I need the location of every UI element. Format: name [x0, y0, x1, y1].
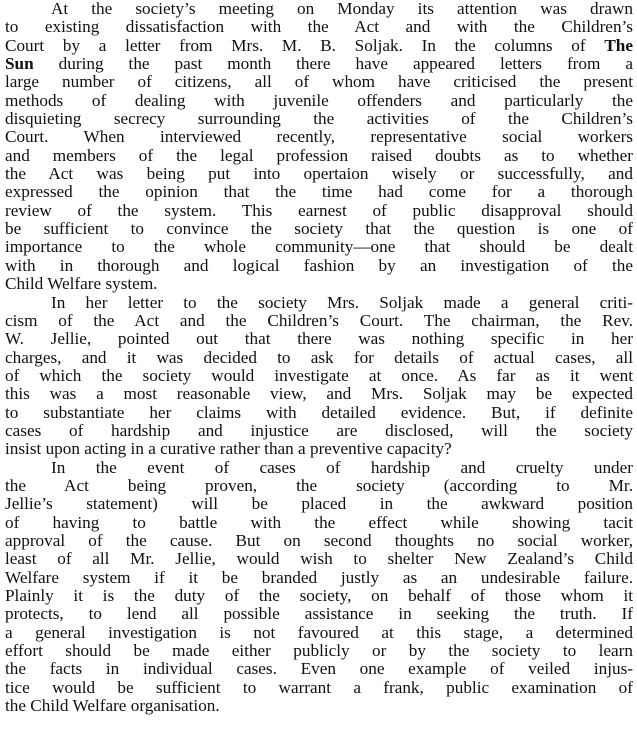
text-line: In the event of cases of hardship and cruelty under [51, 457, 633, 477]
text-line: approval of the cause. But on second thoughts no social worker, [5, 530, 633, 550]
text-line: Jellie’s statement) will be placed in the awkward position [5, 494, 633, 514]
text-line: Welfare system if it be branded justly as an undesirable failure. [5, 567, 633, 587]
text-line: be sufficient to convince the society that the question is one of [5, 219, 633, 239]
text-line: the Act was being put into opertaion wisely or successfully, and [5, 164, 633, 184]
text-line: Plainly it is the duty of the society, on behalf of those whom it [5, 586, 633, 605]
paragraph-3 [5, 459, 633, 716]
text-line: protects, to lend all possible assistance in seeking the truth. If [5, 604, 633, 624]
newspaper-name: Sun [5, 54, 34, 74]
text-line: with in thorough and logical fashion by an investigation of the [5, 255, 633, 275]
text-line: Court by a letter from Mrs. M. B. Soljak. In the columns of The [5, 35, 633, 55]
text-line: cism of the Act and the Children’s Court. The chairman, the Rev. [5, 310, 633, 330]
text-line: At the society’s meeting on Monday its attention was drawn [51, 0, 633, 18]
text-line: review of the system. This earnest of public disapproval should [5, 200, 633, 220]
text-line: disquieting secrecy surrounding the activities of the Children’s [5, 109, 633, 129]
text-line: insist upon acting in a curative rather than a preventive capacity? [5, 439, 452, 459]
newspaper-name: The [604, 35, 633, 55]
text-line: large number of citizens, all of whom have criticised the present [5, 72, 633, 92]
text-line: of having to battle with the effect while showing tacit [5, 512, 633, 532]
text-line: In her letter to the society Mrs. Soljak made a general criti- [51, 292, 633, 312]
text-line: Child Welfare system. [5, 274, 158, 294]
text-line: least of all Mr. Jellie, would wish to shelter New Zealand’s Child [5, 549, 633, 569]
paragraph-2 [5, 294, 633, 459]
text-line: effort should be made either publicly or by the society to learn [5, 641, 633, 661]
text-line: and members of the legal profession raised doubts as to whether [5, 145, 633, 165]
text-line: expressed the opinion that the time had come for a thorough [5, 182, 633, 202]
text-line: of which the society would investigate at once. As far as it went [5, 365, 633, 385]
text-line: the facts in individual cases. Even one example of veiled injus- [5, 659, 633, 679]
text-line: W. Jellie, pointed out that there was nothing specific in her [5, 329, 633, 349]
paragraph-1 [5, 0, 633, 294]
text-line: charges, and it was decided to ask for details of actual cases, all [5, 347, 633, 367]
text-line: tice would be sufficient to warrant a frank, public examination of [5, 677, 633, 697]
text-line: the Act being proven, the society (according to Mr. [5, 475, 633, 495]
text-line: the Child Welfare organisation. [5, 696, 220, 716]
text-line: importance to the whole community—one that should be dealt [5, 237, 633, 257]
text-line: to existing dissatisfaction with the Act and with the Children’s [5, 17, 633, 37]
text-line: Sun during the past month there have appeared letters from a [5, 54, 633, 74]
text-line: methods of dealing with juvenile offenders and particularly the [5, 90, 633, 110]
text-line: a general investigation is not favoured at this stage, a determined [5, 622, 633, 642]
text-line: to substantiate her claims with detailed evidence. But, if definite [5, 402, 633, 422]
text-line: this was a most reasonable view, and Mrs. Soljak may be expected [5, 384, 633, 404]
text-line: Court. When interviewed recently, representative social workers [5, 127, 633, 147]
text-line: cases of hardship and injustice are disclosed, will the society [5, 420, 633, 440]
